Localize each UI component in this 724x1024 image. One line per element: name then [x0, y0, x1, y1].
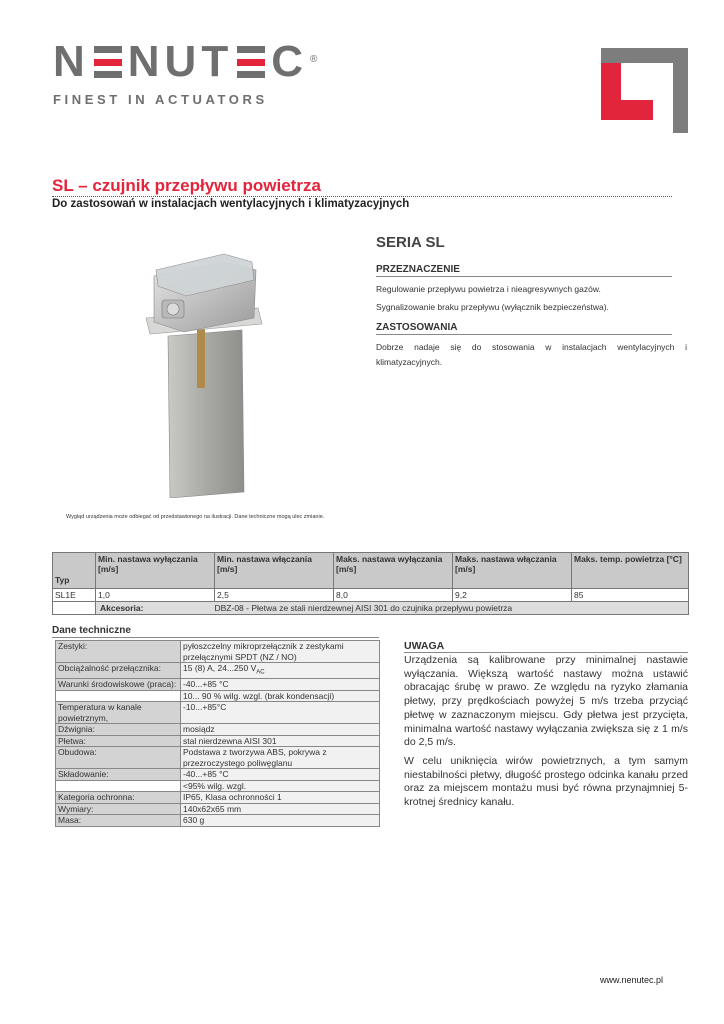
table-row	[56, 702, 380, 724]
tech-key: Płetwa:	[56, 735, 181, 747]
tech-value: -40...+85 °C	[181, 769, 380, 781]
tech-key	[56, 690, 181, 702]
tech-value: -40...+85 °C	[181, 679, 380, 691]
tech-value-text: 15 (8) A, 24...250 V	[183, 663, 257, 673]
page-title: SL – czujnik przepływu powietrza	[52, 176, 321, 195]
tech-heading: Dane techniczne	[52, 625, 131, 636]
table-row	[56, 780, 380, 792]
purpose-line-2: Sygnalizowanie braku przepływu (wyłącznik bezpieczeństwa).	[376, 302, 609, 312]
tech-value: <95% wilg. wzgl.	[181, 780, 380, 792]
applications-text: Dobrze nadaje się do stosowania w instalacjach wentylacyjnych i klimatyzacyjnych.	[376, 342, 687, 367]
table-row	[56, 724, 380, 736]
accessories-row	[53, 602, 689, 615]
series-title: SERIA SL	[376, 234, 445, 251]
tech-value: mosiądz	[181, 724, 380, 736]
tech-key: Temperatura w kanale powietrznym,	[56, 702, 181, 724]
accessories-value: DBZ-08 - Płetwa ze stali nierdzewnej AISI 301 do czujnika przepływu powietrza	[215, 602, 689, 615]
cell-max-temp: 85	[572, 589, 689, 602]
tech-divider	[52, 637, 379, 638]
table-row	[56, 690, 380, 702]
table-row	[56, 679, 380, 691]
header-max-on: Maks. nastawa włączania [m/s]	[453, 553, 572, 589]
warning-divider	[404, 652, 688, 653]
tech-value: 10... 90 % wilg. wzgl. (brak kondensacji)	[181, 690, 380, 702]
table-row	[56, 641, 380, 663]
page-subtitle: Do zastosowań w instalacjach wentylacyjnych i klimatyzacyjnych	[52, 198, 410, 210]
tech-value: pyłoszczelny mikroprzełącznik z zestykami przełącznymi SPDT (NZ / NO)	[181, 641, 380, 663]
table-row	[53, 589, 689, 602]
table-row	[56, 735, 380, 747]
brand-corner-mark	[601, 48, 688, 133]
table-row	[56, 792, 380, 804]
product-image	[140, 248, 270, 498]
applications-divider	[376, 334, 672, 335]
logo-wordmark	[53, 37, 318, 86]
accessories-spacer	[53, 602, 96, 615]
table-row	[56, 803, 380, 815]
model-table-header	[53, 553, 689, 589]
tech-value: stal nierdzewna AISI 301	[181, 735, 380, 747]
table-row	[56, 747, 380, 769]
tech-value-subscript: AC	[256, 669, 265, 676]
logo-e-glyph	[237, 46, 265, 78]
header-typ: Typ	[53, 553, 96, 589]
tech-value: IP65, Klasa ochronności 1	[181, 792, 380, 804]
brand-tagline: FINEST IN ACTUATORS	[53, 92, 268, 107]
tech-key: Zestyki:	[56, 641, 181, 663]
tech-key	[56, 780, 181, 792]
tech-table	[55, 640, 380, 827]
table-row	[56, 769, 380, 781]
cell-min-on: 2,5	[215, 589, 334, 602]
tech-value: Podstawa z tworzywa ABS, pokrywa z przezroczystego poliwęglanu	[181, 747, 380, 769]
logo-e-glyph	[94, 46, 122, 78]
cell-typ: SL1E	[53, 589, 96, 602]
logo-letters-mid: NUT	[127, 37, 234, 86]
tech-key: Obciążalność przełącznika:	[56, 663, 181, 679]
header-min-off: Min. nastawa wyłączania [m/s]	[96, 553, 215, 589]
title-divider	[52, 196, 672, 197]
registered-mark: ®	[310, 54, 318, 65]
warning-paragraph-1: Urządzenia są kalibrowane przy minimalnej nastawie wyłączania. Większą wartość nastawy można ustawić obracając śrubę w prawo. Ze względu na ryzyko złamania płetwy, przy prędkościach powyżej 5 m/s trzeba przyciąć płetwę w zaznaczonym miejscu. Gdy płetwa jest przycięta, minimalna wartość nastawy wyłączania zwiększa się z 1 m/s do 2,5 m/s.	[404, 654, 688, 749]
tech-key: Obudowa:	[56, 747, 181, 769]
tech-value	[181, 663, 380, 679]
cell-min-off: 1,0	[96, 589, 215, 602]
tech-key: Kategoria ochronna:	[56, 792, 181, 804]
cell-max-on: 9,2	[453, 589, 572, 602]
tech-value: -10...+85°C	[181, 702, 380, 724]
purpose-divider	[376, 276, 672, 277]
tech-key: Dźwignia:	[56, 724, 181, 736]
tech-key: Wymiary:	[56, 803, 181, 815]
accessories-label: Akcesoria:	[96, 602, 215, 615]
table-row	[56, 663, 380, 679]
tech-value: 140x62x65 mm	[181, 803, 380, 815]
warning-heading: UWAGA	[404, 640, 445, 652]
website-link[interactable]: www.nenutec.pl	[600, 975, 664, 985]
logo-letters-end: C	[271, 37, 308, 86]
tech-key: Masa:	[56, 815, 181, 827]
header-min-on: Min. nastawa włączania [m/s]	[215, 553, 334, 589]
tech-value: 630 g	[181, 815, 380, 827]
cell-max-off: 8,0	[334, 589, 453, 602]
header-max-off: Maks. nastawa wyłączania [m/s]	[334, 553, 453, 589]
warning-paragraph-2: W celu uniknięcia wirów powietrznych, a tym samym niestabilności płetwy, długość prostego odcinka kanału przed oraz za miejscem montażu musi być równa przynajmniej 5-krotnej średnicy kanału.	[404, 755, 688, 809]
table-row	[56, 815, 380, 827]
product-disclaimer: Wygląd urządzenia może odbiegać od przedstawionego na ilustracji. Dane techniczne mogą ulec zmianie.	[66, 514, 325, 520]
purpose-heading: PRZEZNACZENIE	[376, 264, 460, 275]
tech-key: Warunki środowiskowe (praca):	[56, 679, 181, 691]
purpose-line-1: Regulowanie przepływu powietrza i nieagresywnych gazów.	[376, 284, 601, 294]
model-table	[52, 552, 689, 615]
applications-heading: ZASTOSOWANIA	[376, 322, 458, 333]
tech-key: Składowanie:	[56, 769, 181, 781]
logo-letters-start: N	[53, 37, 90, 86]
header-max-temp: Maks. temp. powietrza [°C]	[572, 553, 689, 589]
brand-logo	[53, 37, 318, 107]
